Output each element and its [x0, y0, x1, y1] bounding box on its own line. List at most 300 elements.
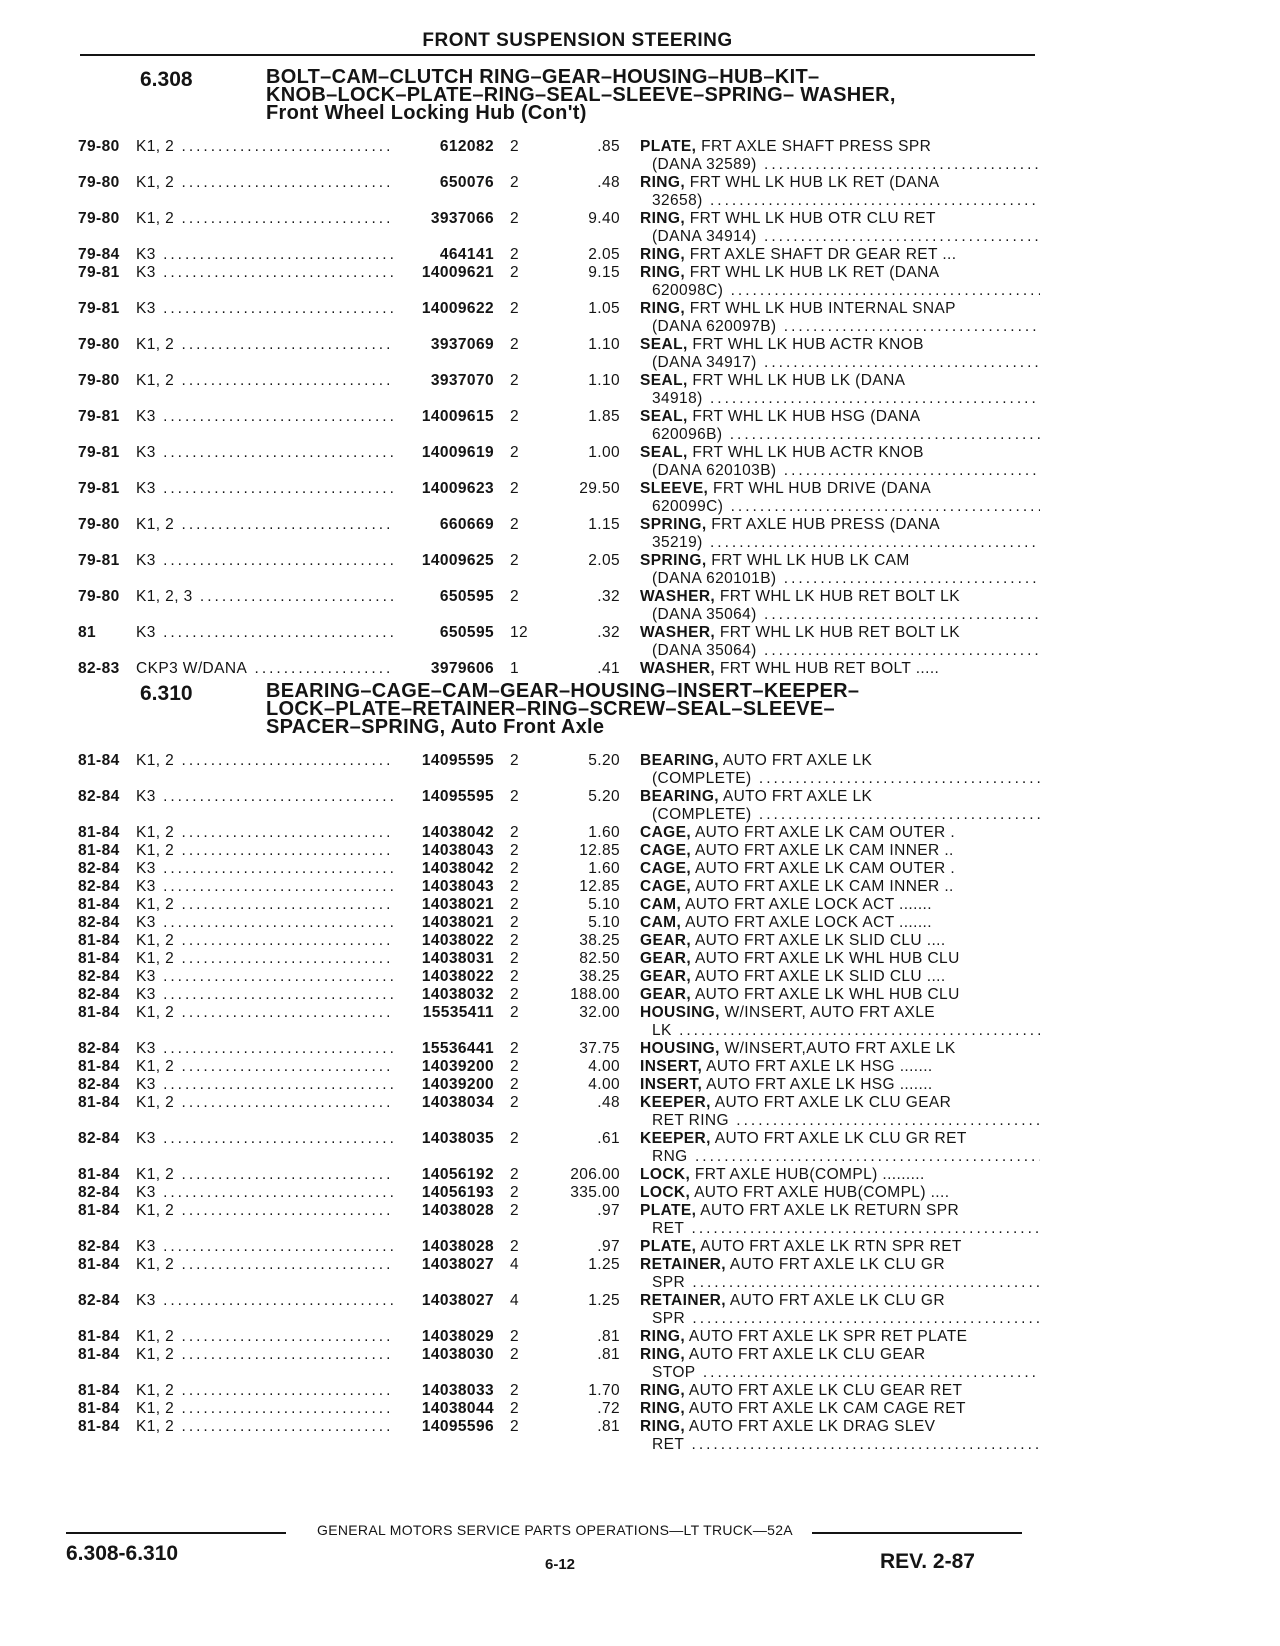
part-description	[640, 552, 1040, 588]
part-name: HOUSING,	[640, 1040, 720, 1057]
description-line	[640, 534, 1040, 552]
part-name: RING,	[640, 1418, 686, 1435]
quantity: 2	[510, 932, 520, 949]
description-text: 35219) .....	[652, 534, 1040, 551]
quantity: 2	[510, 444, 520, 461]
part-description	[640, 660, 1040, 678]
part-number: 14038032	[394, 986, 494, 1004]
part-name: PLATE,	[640, 1238, 697, 1255]
description-line	[640, 1058, 1040, 1076]
quantity: 2	[510, 138, 520, 155]
description-text: AUTO FRT AXLE LK CLU GEAR	[685, 1346, 926, 1363]
description-text: RET .....	[652, 1220, 1040, 1237]
year-range: 81-84	[78, 950, 120, 967]
part-name: SPRING,	[640, 516, 707, 533]
part-description	[640, 264, 1040, 300]
model-code: K3 .....	[136, 246, 406, 264]
quantity: 2	[510, 842, 520, 859]
description-text: (DANA 32589) .....	[652, 156, 1040, 173]
part-number: 15536441	[394, 1040, 494, 1058]
model-code: K1, 2 .....	[136, 1382, 406, 1400]
description-text: (DANA 620097B) .....	[652, 318, 1040, 335]
model-code: K3 .....	[136, 968, 406, 986]
description-line	[640, 462, 1040, 480]
year-range: 81-84	[78, 1418, 120, 1435]
model-code: K3 .....	[136, 264, 406, 282]
year-range: 81-84	[78, 1004, 120, 1021]
part-name: KEEPER,	[640, 1094, 711, 1111]
quantity: 2	[510, 210, 520, 227]
year-range: 81-84	[78, 1346, 120, 1363]
quantity: 2	[510, 1130, 520, 1147]
part-number: 650595	[394, 588, 494, 606]
model-code: K3 .....	[136, 986, 406, 1004]
quantity: 2	[510, 588, 520, 605]
part-name: WASHER,	[640, 588, 716, 605]
price: 37.75	[579, 1040, 620, 1057]
model-code: K1, 2 .....	[136, 752, 406, 770]
part-description	[640, 1040, 1040, 1058]
part-description	[640, 1418, 1040, 1454]
description-text: AUTO FRT AXLE LK WHL HUB CLU	[691, 950, 960, 967]
part-number: 612082	[394, 138, 494, 156]
table-row	[78, 824, 1038, 842]
price: 1.60	[588, 860, 620, 877]
description-text: AUTO FRT AXLE LOCK ACT .......	[681, 914, 932, 931]
table-row	[78, 968, 1038, 986]
section-title	[266, 68, 1036, 122]
description-line	[640, 282, 1040, 300]
description-text: AUTO FRT AXLE LK CLU GEAR	[710, 1094, 952, 1111]
part-description	[640, 950, 1040, 968]
table-row	[78, 842, 1038, 860]
description-text: FRT WHL LK HUB INTERNAL SNAP	[685, 300, 956, 317]
model-code: K1, 2 .....	[136, 842, 406, 860]
part-name: SEAL,	[640, 408, 688, 425]
description-text: AUTO FRT AXLE LK HSG .......	[702, 1058, 933, 1075]
table-row	[78, 1166, 1038, 1184]
description-line	[640, 408, 1040, 426]
table-row	[78, 878, 1038, 896]
description-text: AUTO FRT AXLE LK CLU GEAR RET	[685, 1382, 963, 1399]
description-text: AUTO FRT AXLE LK CAM OUTER .	[691, 824, 956, 841]
description-line	[640, 806, 1040, 824]
description-line	[640, 1202, 1040, 1220]
quantity: 2	[510, 1040, 520, 1057]
price: 5.20	[588, 788, 620, 805]
quantity: 2	[510, 1166, 520, 1183]
table-row	[78, 138, 1038, 174]
part-description	[640, 1382, 1040, 1400]
year-range: 82-83	[78, 660, 120, 677]
price: 12.85	[579, 878, 620, 895]
price: 5.10	[588, 896, 620, 913]
year-range: 79-81	[78, 552, 120, 569]
quantity: 2	[510, 860, 520, 877]
description-line	[640, 480, 1040, 498]
table-row	[78, 950, 1038, 968]
quantity: 2	[510, 950, 520, 967]
part-name: LOCK,	[640, 1166, 691, 1183]
model-code: K1, 2 .....	[136, 210, 406, 228]
price: 1.25	[588, 1292, 620, 1309]
year-range: 82-84	[78, 1238, 120, 1255]
part-description	[640, 444, 1040, 480]
model-code: K1, 2 .....	[136, 1058, 406, 1076]
price: 1.60	[588, 824, 620, 841]
part-description	[640, 300, 1040, 336]
part-description	[640, 1292, 1040, 1328]
part-number: 14095595	[394, 752, 494, 770]
description-line	[640, 860, 1040, 878]
model-code: K1, 2 .....	[136, 932, 406, 950]
price: 1.70	[588, 1382, 620, 1399]
table-row	[78, 624, 1038, 660]
price: 1.10	[588, 372, 620, 389]
description-text: FRT AXLE SHAFT PRESS SPR	[696, 138, 932, 155]
price: 1.85	[588, 408, 620, 425]
model-code: K3 .....	[136, 408, 406, 426]
quantity: 2	[510, 552, 520, 569]
description-line	[640, 1076, 1040, 1094]
section-title-line: LOCK–PLATE–RETAINER–RING–SCREW–SEAL–SLEEVE–	[266, 698, 835, 720]
description-text: RET .....	[652, 1436, 1040, 1453]
part-number: 14009619	[394, 444, 494, 462]
part-number: 14038021	[394, 896, 494, 914]
model-code: K3 .....	[136, 914, 406, 932]
quantity: 2	[510, 824, 520, 841]
year-range: 81-84	[78, 1166, 120, 1183]
description-line	[640, 606, 1040, 624]
price: 2.05	[588, 552, 620, 569]
quantity: 2	[510, 1184, 520, 1201]
part-name: LOCK,	[640, 1184, 691, 1201]
part-name: WASHER,	[640, 660, 716, 677]
description-line	[640, 1184, 1040, 1202]
description-line	[640, 642, 1040, 660]
price: 9.40	[588, 210, 620, 227]
description-line	[640, 1418, 1040, 1436]
quantity: 2	[510, 896, 520, 913]
year-range: 81-84	[78, 824, 120, 841]
year-range: 81-84	[78, 1202, 120, 1219]
price: .97	[597, 1202, 620, 1219]
description-text: LK .....	[652, 1022, 1040, 1039]
description-text: 32658) .....	[652, 192, 1040, 209]
year-range: 81-84	[78, 1094, 120, 1111]
quantity: 12	[510, 624, 529, 641]
part-description	[640, 914, 1040, 932]
part-name: SEAL,	[640, 336, 688, 353]
description-text: (DANA 35064) .....	[652, 642, 1040, 659]
price: .97	[597, 1238, 620, 1255]
model-code: K3 .....	[136, 1238, 406, 1256]
description-text: AUTO FRT AXLE LK DRAG SLEV	[685, 1418, 936, 1435]
parts-table	[78, 138, 1038, 678]
table-row	[78, 588, 1038, 624]
description-text: FRT WHL LK HUB RET BOLT LK	[715, 624, 960, 641]
quantity: 2	[510, 1400, 520, 1417]
description-text: 620096B) .....	[652, 426, 1040, 443]
price: 38.25	[579, 968, 620, 985]
part-description	[640, 174, 1040, 210]
quantity: 2	[510, 1094, 520, 1111]
part-number: 14038034	[394, 1094, 494, 1112]
quantity: 2	[510, 246, 520, 263]
part-number: 14038021	[394, 914, 494, 932]
part-description	[640, 624, 1040, 660]
part-number: 14038031	[394, 950, 494, 968]
description-text: FRT AXLE HUB PRESS (DANA	[706, 516, 940, 533]
year-range: 81-84	[78, 842, 120, 859]
quantity: 4	[510, 1256, 520, 1273]
quantity: 2	[510, 968, 520, 985]
part-name: RING,	[640, 1382, 686, 1399]
section-title-line: KNOB–LOCK–PLATE–RING–SEAL–SLEEVE–SPRING– WASHER,	[266, 84, 896, 106]
description-text: AUTO FRT AXLE LK SLID CLU ....	[691, 968, 946, 985]
part-name: SEAL,	[640, 444, 688, 461]
description-text: FRT WHL HUB DRIVE (DANA	[708, 480, 932, 497]
part-number: 14038043	[394, 878, 494, 896]
price: .48	[597, 174, 620, 191]
model-code: K1, 2 .....	[136, 896, 406, 914]
model-code: K1, 2 .....	[136, 1256, 406, 1274]
description-text: FRT AXLE SHAFT DR GEAR RET ...	[685, 246, 957, 263]
model-code: K1, 2 .....	[136, 1202, 406, 1220]
description-line	[640, 1112, 1040, 1130]
model-code: K1, 2 .....	[136, 950, 406, 968]
part-description	[640, 986, 1040, 1004]
description-line	[640, 318, 1040, 336]
year-range: 79-80	[78, 210, 120, 227]
year-range: 81-84	[78, 752, 120, 769]
description-text: FRT WHL HUB RET BOLT .....	[715, 660, 940, 677]
description-text: AUTO FRT AXLE LK CAM OUTER .	[691, 860, 956, 877]
part-name: BEARING,	[640, 788, 719, 805]
part-description	[640, 372, 1040, 408]
price: 1.05	[588, 300, 620, 317]
description-text: AUTO FRT AXLE LK CAM INNER ..	[691, 878, 954, 895]
table-row	[78, 444, 1038, 480]
description-line	[640, 516, 1040, 534]
description-text: (DANA 34914) .....	[652, 228, 1040, 245]
part-number: 14095596	[394, 1418, 494, 1436]
part-number: 14038043	[394, 842, 494, 860]
parts-table	[78, 752, 1038, 1454]
part-name: RING,	[640, 1400, 686, 1417]
price: 1.00	[588, 444, 620, 461]
part-description	[640, 1076, 1040, 1094]
section-title-line: BOLT–CAM–CLUTCH RING–GEAR–HOUSING–HUB–KIT–	[266, 66, 820, 88]
section-number: 6.308	[140, 68, 193, 91]
description-line	[640, 210, 1040, 228]
description-text: FRT WHL LK HUB LK RET (DANA	[685, 174, 940, 191]
part-number: 14038028	[394, 1238, 494, 1256]
part-name: RING,	[640, 300, 686, 317]
footer-rule	[66, 1532, 286, 1534]
description-text: (DANA 35064) .....	[652, 606, 1040, 623]
description-text: FRT WHL LK HUB HSG (DANA	[687, 408, 921, 425]
year-range: 81	[78, 624, 97, 641]
table-row	[78, 1346, 1038, 1382]
table-row	[78, 480, 1038, 516]
description-line	[640, 1040, 1040, 1058]
footer-page-number: 6-12	[544, 1556, 576, 1573]
quantity: 2	[510, 1346, 520, 1363]
quantity: 4	[510, 1292, 520, 1309]
part-description	[640, 1238, 1040, 1256]
description-text: (COMPLETE) .....	[652, 806, 1040, 823]
year-range: 79-80	[78, 336, 120, 353]
table-row	[78, 660, 1038, 678]
model-code: K3 .....	[136, 788, 406, 806]
part-number: 14095595	[394, 788, 494, 806]
price: 12.85	[579, 842, 620, 859]
part-number: 15535411	[394, 1004, 494, 1022]
section-title	[266, 682, 1036, 736]
description-line	[640, 1256, 1040, 1274]
description-line	[640, 1148, 1040, 1166]
year-range: 82-84	[78, 788, 120, 805]
part-name: SLEEVE,	[640, 480, 709, 497]
part-description	[640, 516, 1040, 552]
table-row	[78, 552, 1038, 588]
model-code: K1, 2 .....	[136, 174, 406, 192]
description-line	[640, 986, 1040, 1004]
part-description	[640, 480, 1040, 516]
part-name: RING,	[640, 210, 686, 227]
part-description	[640, 408, 1040, 444]
table-row	[78, 264, 1038, 300]
part-description	[640, 1130, 1040, 1166]
quantity: 2	[510, 914, 520, 931]
description-line	[640, 788, 1040, 806]
quantity: 2	[510, 516, 520, 533]
description-text: FRT WHL LK HUB LK RET (DANA	[685, 264, 940, 281]
price: .81	[597, 1346, 620, 1363]
description-text: STOP .....	[652, 1364, 1040, 1381]
table-row	[78, 788, 1038, 824]
description-text: AUTO FRT AXLE HUB(COMPL) ....	[690, 1184, 950, 1201]
part-number: 3979606	[394, 660, 494, 678]
description-text: AUTO FRT AXLE LK SPR RET PLATE	[685, 1328, 968, 1345]
price: 29.50	[579, 480, 620, 497]
part-name: PLATE,	[640, 138, 697, 155]
model-code: K3 .....	[136, 860, 406, 878]
part-description	[640, 878, 1040, 896]
description-line	[640, 1220, 1040, 1238]
footer-rule	[812, 1532, 1022, 1534]
part-name: SEAL,	[640, 372, 688, 389]
year-range: 82-84	[78, 1130, 120, 1147]
description-text: FRT WHL LK HUB OTR CLU RET	[685, 210, 936, 227]
part-description	[640, 246, 1040, 264]
description-text: FRT WHL LK HUB LK CAM	[706, 552, 910, 569]
quantity: 2	[510, 1058, 520, 1075]
table-row	[78, 210, 1038, 246]
description-line	[640, 426, 1040, 444]
price: .72	[597, 1400, 620, 1417]
price: 5.20	[588, 752, 620, 769]
year-range: 82-84	[78, 860, 120, 877]
part-number: 14038042	[394, 860, 494, 878]
part-number: 14009622	[394, 300, 494, 318]
price: 335.00	[570, 1184, 620, 1201]
description-line	[640, 1130, 1040, 1148]
section-number: 6.310	[140, 682, 193, 705]
description-line	[640, 660, 1040, 678]
description-line	[640, 1166, 1040, 1184]
description-line	[640, 588, 1040, 606]
year-range: 81-84	[78, 1328, 120, 1345]
quantity: 2	[510, 752, 520, 769]
part-number: 650595	[394, 624, 494, 642]
table-row	[78, 1076, 1038, 1094]
description-text: FRT WHL LK HUB LK (DANA	[687, 372, 906, 389]
part-name: INSERT,	[640, 1058, 703, 1075]
description-line	[640, 968, 1040, 986]
table-row	[78, 174, 1038, 210]
part-number: 14038022	[394, 932, 494, 950]
model-code: K1, 2 .....	[136, 1328, 406, 1346]
description-text: SPR .....	[652, 1274, 1040, 1291]
price: 206.00	[570, 1166, 620, 1183]
part-number: 14009625	[394, 552, 494, 570]
description-line	[640, 1238, 1040, 1256]
year-range: 79-81	[78, 444, 120, 461]
description-line	[640, 228, 1040, 246]
description-line	[640, 552, 1040, 570]
price: 4.00	[588, 1076, 620, 1093]
description-line	[640, 1364, 1040, 1382]
page-title: FRONT SUSPENSION STEERING	[80, 30, 1035, 56]
model-code: K3 .....	[136, 1292, 406, 1310]
table-row	[78, 336, 1038, 372]
description-line	[640, 498, 1040, 516]
table-row	[78, 246, 1038, 264]
description-text: AUTO FRT AXLE LK SLID CLU ....	[691, 932, 946, 949]
quantity: 2	[510, 788, 520, 805]
year-range: 79-80	[78, 138, 120, 155]
table-row	[78, 986, 1038, 1004]
table-row	[78, 1130, 1038, 1166]
part-name: WASHER,	[640, 624, 716, 641]
description-line	[640, 950, 1040, 968]
quantity: 2	[510, 1328, 520, 1345]
part-name: RING,	[640, 1328, 686, 1345]
footer-revision: REV. 2-87	[880, 1550, 975, 1573]
part-description	[640, 896, 1040, 914]
description-line	[640, 246, 1040, 264]
year-range: 81-84	[78, 896, 120, 913]
description-text: AUTO FRT AXLE LK CAM CAGE RET	[685, 1400, 966, 1417]
part-description	[640, 336, 1040, 372]
description-text: 620099C) .....	[652, 498, 1040, 515]
part-number: 14038029	[394, 1328, 494, 1346]
description-text: AUTO FRT AXLE LK RETURN SPR	[696, 1202, 960, 1219]
year-range: 82-84	[78, 914, 120, 931]
description-line	[640, 444, 1040, 462]
table-row	[78, 516, 1038, 552]
part-description	[640, 860, 1040, 878]
price: .81	[597, 1328, 620, 1345]
section-title-line: Front Wheel Locking Hub (Con't)	[266, 102, 587, 124]
part-number: 650076	[394, 174, 494, 192]
price: 188.00	[570, 986, 620, 1003]
quantity: 2	[510, 408, 520, 425]
part-number: 660669	[394, 516, 494, 534]
table-row	[78, 1184, 1038, 1202]
